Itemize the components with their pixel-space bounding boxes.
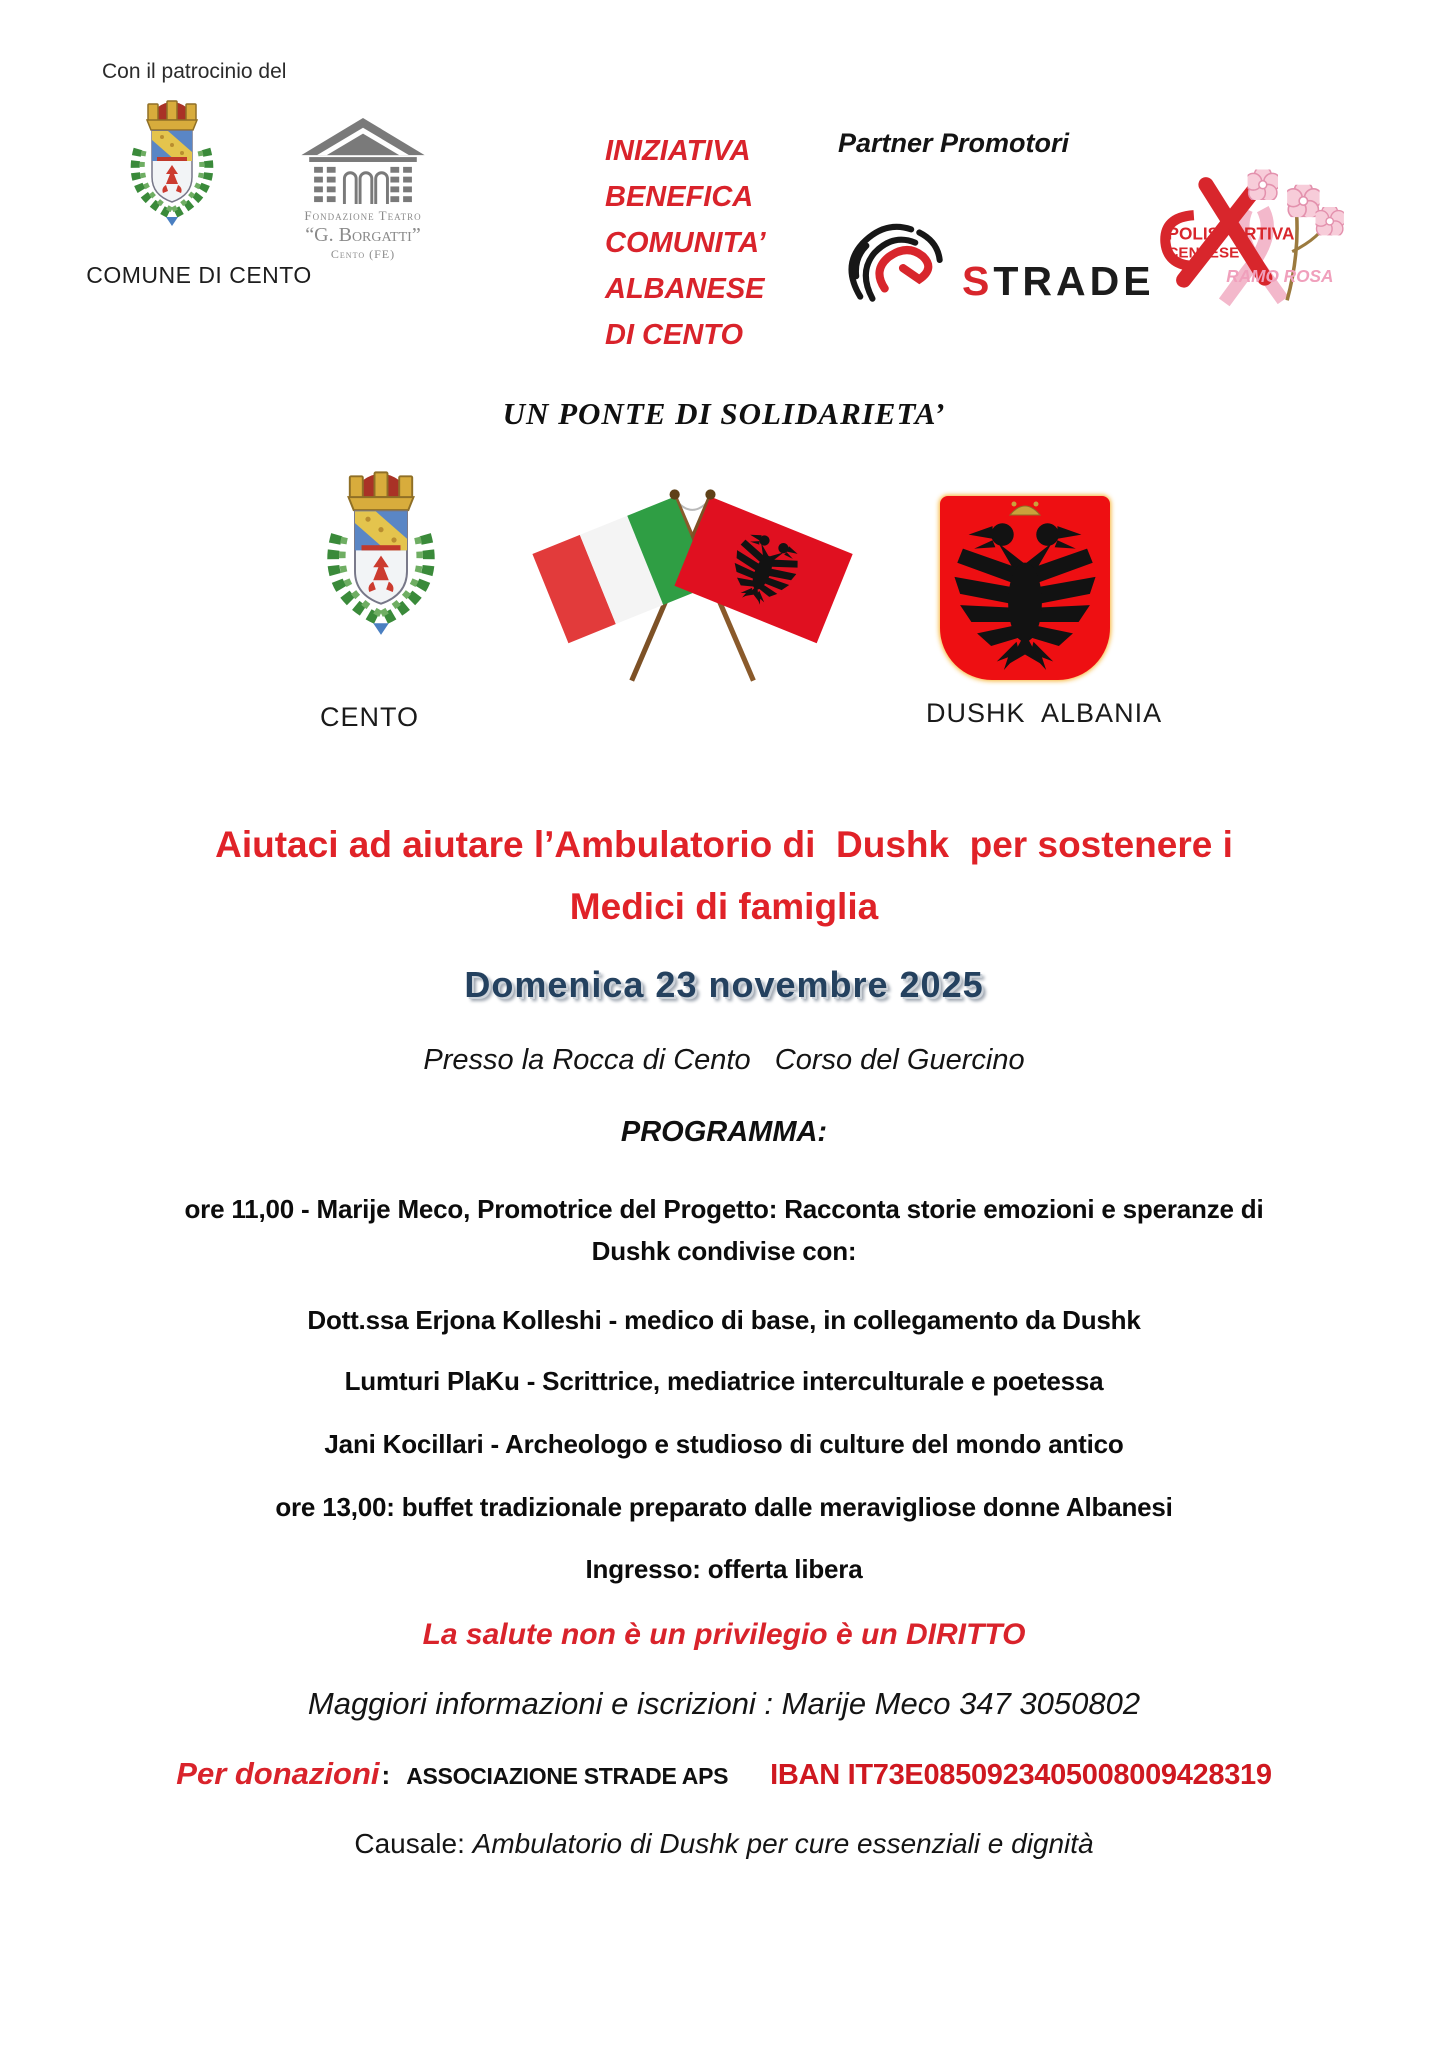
venue-line: Presso la Rocca di Cento Corso del Guercino [423, 1044, 1025, 1076]
initiative-line: INIZIATIVA [605, 135, 751, 167]
teatro-borgatti-logo [288, 116, 438, 262]
slogan-line: La salute non è un privilegio è un DIRITTO [422, 1618, 1026, 1651]
initiative-line: BENEFICA [605, 181, 754, 213]
event-date: Domenica 23 novembre 2025 [464, 964, 984, 1005]
ramo-rosa-logo-icon [1133, 156, 1351, 324]
main-title-line1: Aiutaci ad aiutare l’Ambulatorio di Dushk per sostenere i [215, 824, 1233, 865]
ramo-rosa-text-ramo: RAMO ROSA [1226, 266, 1334, 287]
ramo-rosa-text-polisportiva: POLISPORTIVA [1167, 223, 1295, 244]
initiative-line: COMUNITA’ [605, 227, 766, 259]
program-line: Dott.ssa Erjona Kolleshi - medico di base, in collegamento da Dushk [307, 1305, 1141, 1335]
program-line: ore 11,00 - Marije Meco, Promotrice del Progetto: Racconta storie emozioni e speranze di [184, 1194, 1264, 1224]
info-contact-line: Maggiori informazioni e iscrizioni : Marije Meco 347 3050802 [307, 1686, 1141, 1721]
program-line: Dushk condivise con: [591, 1236, 857, 1266]
strade-wordmark-trade: TRADE [993, 258, 1155, 304]
patronage-label: Con il patrocinio del [102, 60, 287, 83]
main-title-line2: Medici di famiglia [569, 886, 879, 927]
cento-coat-of-arms-icon [316, 462, 446, 670]
ramo-rosa-text-centese: CENTESE [1167, 244, 1240, 262]
program-line: ore 13,00: buffet tradizionale preparato dalle meravigliose donne Albanesi [275, 1492, 1173, 1522]
initiative-text [605, 128, 766, 358]
teatro-logo-line2: “G. Borgatti” [305, 224, 421, 246]
program-line: Lumturi PlaKu - Scrittrice, mediatrice interculturale e poetessa [344, 1366, 1104, 1396]
strade-fingerprint-icon [846, 214, 958, 310]
donations-line [0, 1756, 1448, 1792]
dushk-albania-label: DUSHK ALBANIA [926, 698, 1163, 728]
donations-label: Per donazioni [176, 1756, 380, 1791]
crossed-flags-icon [465, 480, 915, 685]
teatro-logo-line3: Cento (FE) [330, 247, 396, 261]
strade-wordmark [962, 258, 1155, 305]
causale-label: Causale: [354, 1828, 465, 1859]
strade-wordmark-s: S [962, 258, 994, 304]
partner-promotori-label: Partner Promotori [838, 128, 1070, 158]
causale-text: Ambulatorio di Dushk per cure essenziali e dignità [472, 1828, 1094, 1859]
cento-label: CENTO [320, 702, 420, 732]
teatro-building-icon [298, 116, 428, 206]
initiative-line: DI CENTO [605, 319, 744, 351]
program-line: Ingresso: offerta libera [585, 1554, 863, 1584]
program-line: Jani Kocillari - Archeologo e studioso di culture del mondo antico [324, 1429, 1124, 1459]
bridge-title: UN PONTE DI SOLIDARIETA’ [502, 396, 946, 431]
comune-label: COMUNE DI CENTO [86, 262, 312, 288]
program-heading: PROGRAMMA: [620, 1116, 828, 1148]
albania-eagle-crest-icon [940, 496, 1110, 680]
teatro-logo-line1: Fondazione Teatro [304, 208, 422, 223]
donations-iban: IBAN IT73E0850923405008009428319 [770, 1759, 1272, 1791]
donations-association: ASSOCIAZIONE STRADE APS [406, 1763, 729, 1789]
donations-colon: : [381, 1760, 391, 1790]
initiative-line: ALBANESE [605, 273, 765, 305]
comune-di-cento-coat-of-arms-icon [122, 92, 222, 254]
causale-line [0, 1828, 1448, 1860]
